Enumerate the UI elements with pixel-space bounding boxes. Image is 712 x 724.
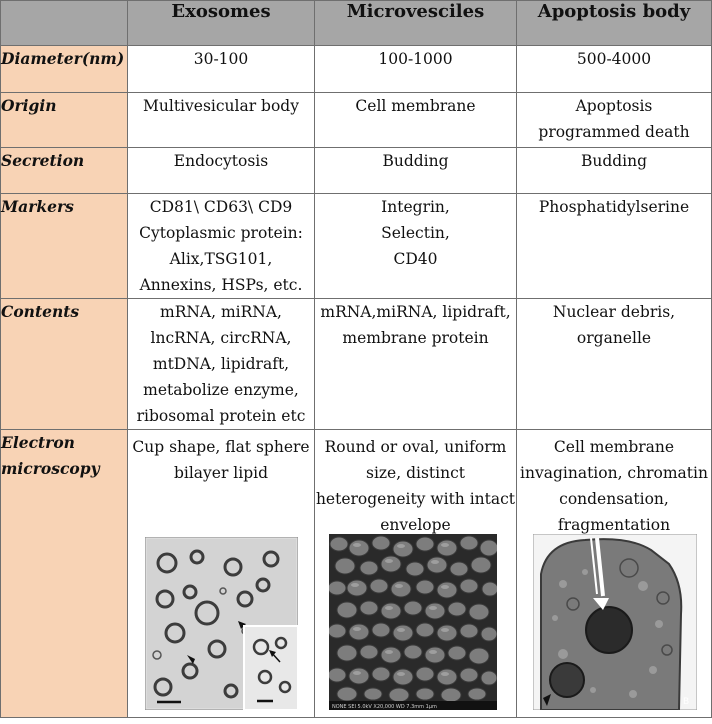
header-row [1, 1, 712, 46]
microvesicle-sem-micrograph-icon [329, 534, 497, 710]
cell-secretion-exosomes: Endocytosis [128, 148, 315, 194]
cell-markers-exosomes: CD81\ CD63\ CD9 Cytoplasmic protein: Alix,TSG101, Annexins, HSPs, etc. [128, 194, 315, 299]
cell-origin-apoptosis: Apoptosis programmed death [517, 93, 712, 148]
row-origin [1, 93, 712, 148]
row-secretion [1, 148, 712, 194]
cell-contents-exosomes: mRNA, miRNA, lncRNA, circRNA, mtDNA, lipidraft, metabolize enzyme, ribosomal protein etc [128, 299, 315, 430]
svg-text:NONE SEI 5.0kV X20,000: NONE SEI 5.0kV X20,000 WD 7.3mm 1μm [332, 704, 437, 710]
cell-diameter-apoptosis: 500-4000 [517, 46, 712, 93]
cell-markers-microvesicles: Integrin, Selectin, CD40 [315, 194, 517, 299]
header-apoptosis-body: Apoptosis body [517, 1, 712, 46]
cell-origin-microvesicles: Cell membrane [315, 93, 517, 148]
header-microvesicles: Microvesciles [315, 1, 517, 46]
row-label-contents: Contents [1, 299, 128, 430]
row-diameter [1, 46, 712, 93]
cell-secretion-microvesicles: Budding [315, 148, 517, 194]
row-label-origin: Origin [1, 93, 128, 148]
cell-markers-apoptosis: Phosphatidylserine [517, 194, 712, 299]
header-corner [1, 1, 128, 46]
svg-text:B: B [683, 697, 690, 707]
cell-contents-apoptosis: Nuclear debris, organelle [517, 299, 712, 430]
cell-contents-microvesicles: mRNA,miRNA, lipidraft, membrane protein [315, 299, 517, 430]
row-label-electron-microscopy: Electron microscopy [1, 430, 128, 718]
cell-diameter-microvesicles: 100-1000 [315, 46, 517, 93]
row-electron-microscopy [1, 430, 712, 718]
exosome-micrograph-icon [145, 537, 298, 710]
row-label-markers: Markers [1, 194, 128, 299]
cell-em-apoptosis: Cell membrane invagination, chromatin condensation, fragmentation B [517, 430, 712, 718]
row-contents [1, 299, 712, 430]
cell-diameter-exosomes: 30-100 [128, 46, 315, 93]
row-label-diameter: Diameter(nm) [1, 46, 128, 93]
row-markers [1, 194, 712, 299]
cell-em-exosomes: Cup shape, flat sphere bilayer lipid [128, 430, 315, 718]
header-exosomes: Exosomes [128, 1, 315, 46]
row-label-secretion: Secretion [1, 148, 128, 194]
cell-origin-exosomes: Multivesicular body [128, 93, 315, 148]
cell-secretion-apoptosis: Budding [517, 148, 712, 194]
apoptotic-body-micrograph-icon [533, 534, 697, 710]
cell-em-microvesicles: Round or oval, uniform size, distinct heterogeneity with intact envelope NONE SEI 5.0kV X20,000 WD 7.3mm 1μm [315, 430, 517, 718]
